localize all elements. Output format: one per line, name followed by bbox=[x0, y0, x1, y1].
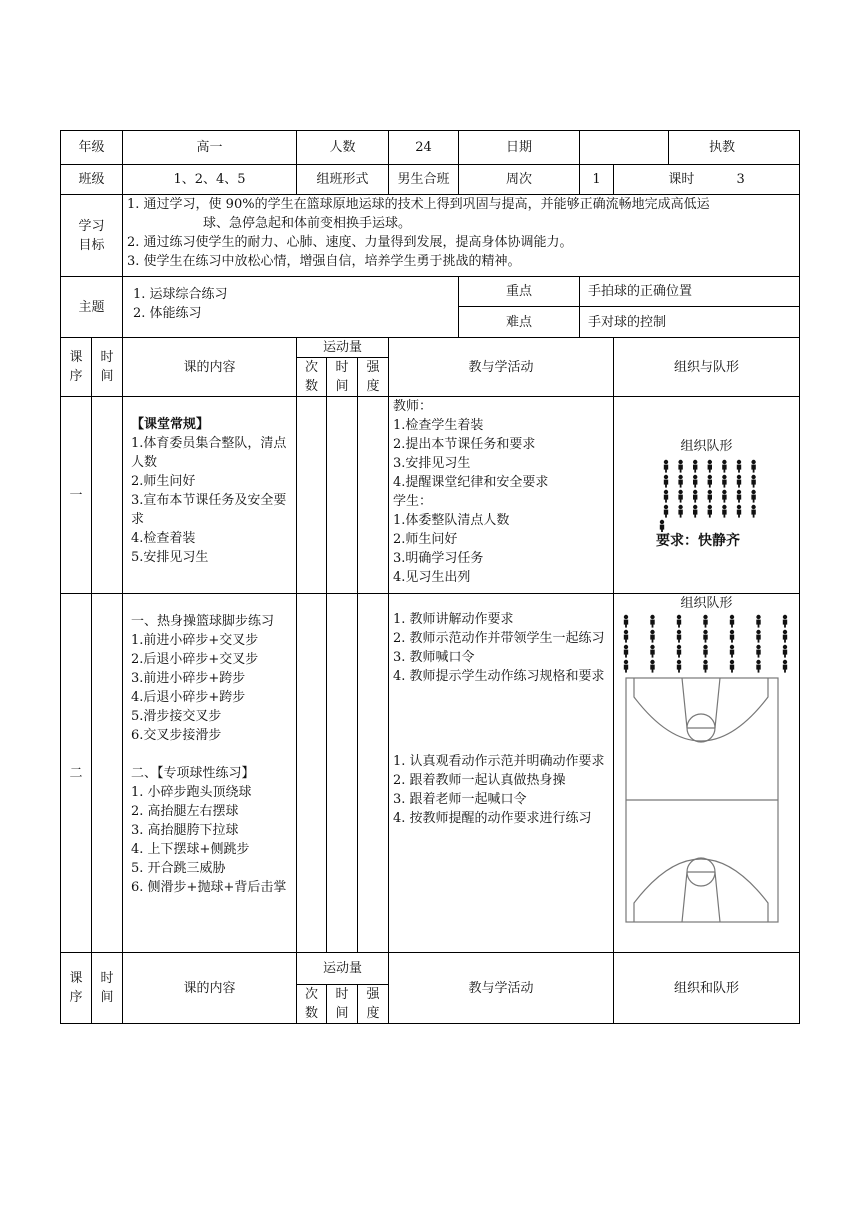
student-figure-icon bbox=[751, 490, 755, 503]
section-2-content-item: 2.后退小碎步+交叉步 bbox=[131, 652, 259, 667]
student-figure-icon bbox=[708, 475, 712, 488]
header-duration-2: 间 bbox=[335, 379, 349, 394]
bottom-header-intensity bbox=[358, 985, 389, 1024]
bottom-header-time-1: 时 bbox=[100, 971, 114, 986]
student-figure-icon bbox=[756, 660, 760, 673]
section-1-activity-line: 学生： bbox=[393, 494, 433, 509]
bottom-header-time-2: 间 bbox=[100, 990, 114, 1005]
section-2-activity bbox=[389, 594, 614, 953]
class-value: 1、2、4、5 bbox=[123, 165, 297, 195]
header-intensity bbox=[358, 358, 389, 397]
header-load: 运动量 bbox=[297, 338, 389, 358]
goal-1: 1. 通过学习，使 90%的学生在篮球原地运球的技术上得到巩固与提高，并能够正确流畅地完成高低运 bbox=[127, 197, 710, 212]
student-figure-icon bbox=[783, 615, 787, 628]
section-1-time bbox=[92, 397, 123, 594]
section-2-teacher-activity: 1. 教师讲解动作要求 bbox=[393, 612, 514, 627]
theme-items bbox=[123, 277, 459, 338]
theme-item-1: 1. 运球综合练习 bbox=[133, 287, 228, 302]
student-figure-icon bbox=[737, 505, 741, 518]
formation-diagram-1 bbox=[618, 456, 798, 532]
week-label: 周次 bbox=[459, 165, 580, 195]
bottom-header-order-2: 序 bbox=[69, 990, 83, 1005]
student-figure-icon bbox=[730, 630, 734, 643]
section-1-activity-line: 4.见习生出列 bbox=[393, 570, 471, 585]
student-figure-icon bbox=[783, 630, 787, 643]
student-figure-icon bbox=[722, 475, 726, 488]
student-figure-icon bbox=[664, 490, 668, 503]
section-1-activity-line: 1.检查学生着装 bbox=[393, 418, 484, 433]
student-figure-icon bbox=[693, 460, 697, 473]
bottom-header-load: 运动量 bbox=[297, 953, 389, 985]
class-label: 班级 bbox=[61, 165, 123, 195]
section-1-intensity bbox=[358, 397, 389, 594]
student-figure-icon bbox=[703, 630, 707, 643]
section-1-content-item: 5.安排见习生 bbox=[131, 550, 209, 565]
goals-label bbox=[61, 195, 123, 277]
period-label: 课时 bbox=[668, 172, 695, 187]
section-1-activity-line: 4.提醒课堂纪律和安全要求 bbox=[393, 475, 549, 490]
student-figure-icon bbox=[693, 475, 697, 488]
section-2-org bbox=[614, 594, 800, 953]
section-1-org-requirement: 要求：快静齐 bbox=[656, 533, 741, 549]
section-2-teacher-activity: 4. 教师提示学生动作练习规格和要求 bbox=[393, 669, 605, 684]
lesson-plan-table bbox=[60, 130, 800, 1024]
student-figure-icon bbox=[664, 460, 668, 473]
section-1-activity bbox=[389, 397, 614, 594]
student-figure-icon bbox=[708, 505, 712, 518]
bottom-header-content: 课的内容 bbox=[123, 953, 297, 1024]
section-1-content bbox=[123, 397, 297, 594]
section-1-order: 一 bbox=[61, 397, 92, 594]
header-time bbox=[92, 338, 123, 397]
goal-1-cont: 球、急停急起和体前变相换手运球。 bbox=[203, 216, 412, 231]
theme-row-1 bbox=[61, 277, 800, 307]
header-order-1: 课 bbox=[69, 350, 83, 365]
section-2-intensity bbox=[358, 594, 389, 953]
info-row-2 bbox=[61, 165, 800, 195]
section-1-content-item: 4.检查着装 bbox=[131, 531, 196, 546]
section-1-activity-line: 3.安排见习生 bbox=[393, 456, 471, 471]
student-figure-icon bbox=[751, 460, 755, 473]
header-time-2: 间 bbox=[100, 369, 114, 384]
bottom-header-time bbox=[92, 953, 123, 1024]
bottom-header-org: 组织和队形 bbox=[614, 953, 800, 1024]
section-2-student-activity: 3. 跟着老师一起喊口令 bbox=[393, 792, 527, 807]
date-value bbox=[580, 131, 669, 165]
student-figure-icon bbox=[730, 660, 734, 673]
section-2-content-item: 2. 高抬腿左右摆球 bbox=[131, 804, 239, 819]
section-1-content-item: 2.师生问好 bbox=[131, 474, 196, 489]
theme-label: 主题 bbox=[61, 277, 123, 338]
section-2-org-title: 组织队形 bbox=[680, 596, 733, 611]
student-figure-icon bbox=[722, 460, 726, 473]
date-label: 日期 bbox=[459, 131, 580, 165]
lesson-plan-page bbox=[60, 130, 800, 1024]
student-figure-icon bbox=[624, 645, 628, 658]
header-count bbox=[297, 358, 327, 397]
section-2-student-activity: 1. 认真观看动作示范并明确动作要求 bbox=[393, 754, 605, 769]
student-figure-icon bbox=[703, 645, 707, 658]
student-figure-icon bbox=[624, 615, 628, 628]
section-2-content-item: 3.前进小碎步+跨步 bbox=[131, 671, 246, 686]
student-figure-icon bbox=[722, 490, 726, 503]
bottom-header-count-1: 次 bbox=[305, 987, 319, 1002]
section-2-row bbox=[61, 594, 800, 953]
student-figure-icon bbox=[677, 660, 681, 673]
student-figure-icon bbox=[756, 615, 760, 628]
header-count-2: 数 bbox=[305, 379, 319, 394]
key-label: 重点 bbox=[459, 277, 580, 307]
student-figure-icon bbox=[678, 490, 682, 503]
student-figure-icon bbox=[678, 475, 682, 488]
goal-3: 3. 使学生在练习中放松心情，增强自信，培养学生勇于挑战的精神。 bbox=[127, 254, 521, 269]
section-2-content-item: 6. 侧滑步+抛球+背后击掌 bbox=[131, 880, 287, 895]
student-figure-icon bbox=[783, 660, 787, 673]
student-figure-icon bbox=[737, 490, 741, 503]
activity-gap bbox=[393, 686, 609, 752]
student-figure-icon bbox=[677, 630, 681, 643]
student-figure-icon bbox=[678, 505, 682, 518]
section-2-content-item: 6.交叉步接滑步 bbox=[131, 728, 222, 743]
bottom-header-activity: 教与学活动 bbox=[389, 953, 614, 1024]
section-2-content-item: 5.滑步接交叉步 bbox=[131, 709, 222, 724]
goals-text bbox=[123, 195, 800, 277]
student-figure-icon bbox=[737, 460, 741, 473]
diff-label: 难点 bbox=[459, 307, 580, 338]
bottom-header-intensity-1: 强 bbox=[366, 987, 380, 1002]
section-header-row-1 bbox=[61, 338, 800, 358]
people-value: 24 bbox=[389, 131, 459, 165]
section-2-student-activity: 2. 跟着教师一起认真做热身操 bbox=[393, 773, 566, 788]
section-2-duration bbox=[327, 594, 358, 953]
header-order-2: 序 bbox=[69, 369, 83, 384]
header-duration bbox=[327, 358, 358, 397]
section-2-content-item: 4. 上下摆球+侧跳步 bbox=[131, 842, 250, 857]
student-figure-icon bbox=[708, 490, 712, 503]
section-2-content-spacer bbox=[131, 745, 292, 764]
goals-label-1: 学习 bbox=[78, 218, 105, 234]
section-2-content bbox=[123, 594, 297, 953]
student-figure-icon bbox=[693, 505, 697, 518]
goals-label-2: 目标 bbox=[78, 237, 105, 253]
student-figure-icon bbox=[751, 475, 755, 488]
section-1-content-item: 1.体育委员集合整队，清点人数 bbox=[131, 436, 287, 470]
section-1-activity-line: 1.体委整队清点人数 bbox=[393, 513, 510, 528]
people-label: 人数 bbox=[297, 131, 389, 165]
student-figure-icon bbox=[624, 660, 628, 673]
header-count-1: 次 bbox=[305, 360, 319, 375]
bottom-header-row-1 bbox=[61, 953, 800, 985]
student-figure-icon bbox=[677, 645, 681, 658]
header-intensity-2: 度 bbox=[366, 379, 380, 394]
section-1-activity-line: 2.师生问好 bbox=[393, 532, 458, 547]
grade-value: 高一 bbox=[123, 131, 297, 165]
bottom-header-duration-2: 间 bbox=[335, 1006, 349, 1021]
student-figure-icon bbox=[703, 660, 707, 673]
student-figure-icon bbox=[783, 645, 787, 658]
student-figure-icon bbox=[703, 615, 707, 628]
section-2-order: 二 bbox=[61, 594, 92, 953]
student-figure-icon bbox=[660, 520, 664, 532]
grade-label: 年级 bbox=[61, 131, 123, 165]
diff-value: 手对球的控制 bbox=[580, 307, 800, 338]
student-figure-icon bbox=[650, 615, 654, 628]
student-figure-icon bbox=[756, 630, 760, 643]
student-figure-icon bbox=[708, 460, 712, 473]
student-figure-icon bbox=[650, 630, 654, 643]
student-figure-icon bbox=[730, 645, 734, 658]
header-org: 组织与队形 bbox=[614, 338, 800, 397]
student-figure-icon bbox=[722, 505, 726, 518]
basketball-court-diagram bbox=[616, 675, 798, 925]
student-figure-icon bbox=[693, 490, 697, 503]
student-figure-icon bbox=[737, 475, 741, 488]
section-2-content-item: 1.前进小碎步+交叉步 bbox=[131, 633, 259, 648]
bottom-header-count bbox=[297, 985, 327, 1024]
week-value: 1 bbox=[580, 165, 614, 195]
goal-2: 2. 通过练习使学生的耐力、心肺、速度、力量得到发展，提高身体协调能力。 bbox=[127, 235, 573, 250]
student-figure-icon bbox=[677, 615, 681, 628]
section-1-row bbox=[61, 397, 800, 594]
student-figure-icon bbox=[756, 645, 760, 658]
header-duration-1: 时 bbox=[335, 360, 349, 375]
bottom-header-order bbox=[61, 953, 92, 1024]
key-value: 手拍球的正确位置 bbox=[580, 277, 800, 307]
header-time-1: 时 bbox=[100, 350, 114, 365]
header-order bbox=[61, 338, 92, 397]
info-row-1 bbox=[61, 131, 800, 165]
section-2-content-item: 4.后退小碎步+跨步 bbox=[131, 690, 246, 705]
section-1-activity-line: 教师： bbox=[393, 399, 433, 414]
bottom-header-order-1: 课 bbox=[69, 971, 83, 986]
section-1-duration bbox=[327, 397, 358, 594]
period-value: 3 bbox=[736, 172, 745, 187]
section-1-count bbox=[297, 397, 327, 594]
student-figure-icon bbox=[650, 660, 654, 673]
header-activity: 教与学活动 bbox=[389, 338, 614, 397]
student-figure-icon bbox=[678, 460, 682, 473]
bottom-header-duration bbox=[327, 985, 358, 1024]
theme-item-2: 2. 体能练习 bbox=[133, 306, 202, 321]
student-figure-icon bbox=[650, 645, 654, 658]
goals-row bbox=[61, 195, 800, 277]
student-figure-icon bbox=[624, 630, 628, 643]
bottom-header-duration-1: 时 bbox=[335, 987, 349, 1002]
form-value: 男生合班 bbox=[389, 165, 459, 195]
form-label: 组班形式 bbox=[297, 165, 389, 195]
section-2-content-item: 二、【专项球性练习】 bbox=[131, 766, 255, 781]
section-2-teacher-activity: 3. 教师喊口令 bbox=[393, 650, 475, 665]
section-2-student-activity: 4. 按教师提醒的动作要求进行练习 bbox=[393, 811, 592, 826]
section-2-count bbox=[297, 594, 327, 953]
formation-diagram-2 bbox=[616, 613, 798, 675]
section-1-activity-line: 3.明确学习任务 bbox=[393, 551, 484, 566]
period-cell bbox=[614, 165, 800, 195]
section-2-teacher-activity: 2. 教师示范动作并带领学生一起练习 bbox=[393, 631, 605, 646]
teacher-label: 执教 bbox=[709, 140, 736, 155]
section-2-content-item: 1. 小碎步跑头顶绕球 bbox=[131, 785, 252, 800]
student-figure-icon bbox=[664, 475, 668, 488]
section-1-content-title: 【课堂常规】 bbox=[131, 417, 210, 432]
bottom-header-intensity-2: 度 bbox=[366, 1006, 380, 1021]
section-2-content-item: 一、热身操篮球脚步练习 bbox=[131, 614, 275, 629]
section-1-org-title: 组织队形 bbox=[680, 439, 733, 454]
teacher-label-value bbox=[669, 131, 800, 165]
section-2-content-item: 3. 高抬腿胯下拉球 bbox=[131, 823, 239, 838]
student-figure-icon bbox=[730, 615, 734, 628]
header-intensity-1: 强 bbox=[366, 360, 380, 375]
section-1-org bbox=[614, 397, 800, 594]
section-1-content-item: 3.宣布本节课任务及安全要求 bbox=[131, 493, 287, 527]
student-figure-icon bbox=[664, 505, 668, 518]
section-1-activity-line: 2.提出本节课任务和要求 bbox=[393, 437, 536, 452]
header-content: 课的内容 bbox=[123, 338, 297, 397]
student-figure-icon bbox=[751, 505, 755, 518]
section-2-content-item: 5. 开合跳三威胁 bbox=[131, 861, 226, 876]
bottom-header-count-2: 数 bbox=[305, 1006, 319, 1021]
section-2-time bbox=[92, 594, 123, 953]
